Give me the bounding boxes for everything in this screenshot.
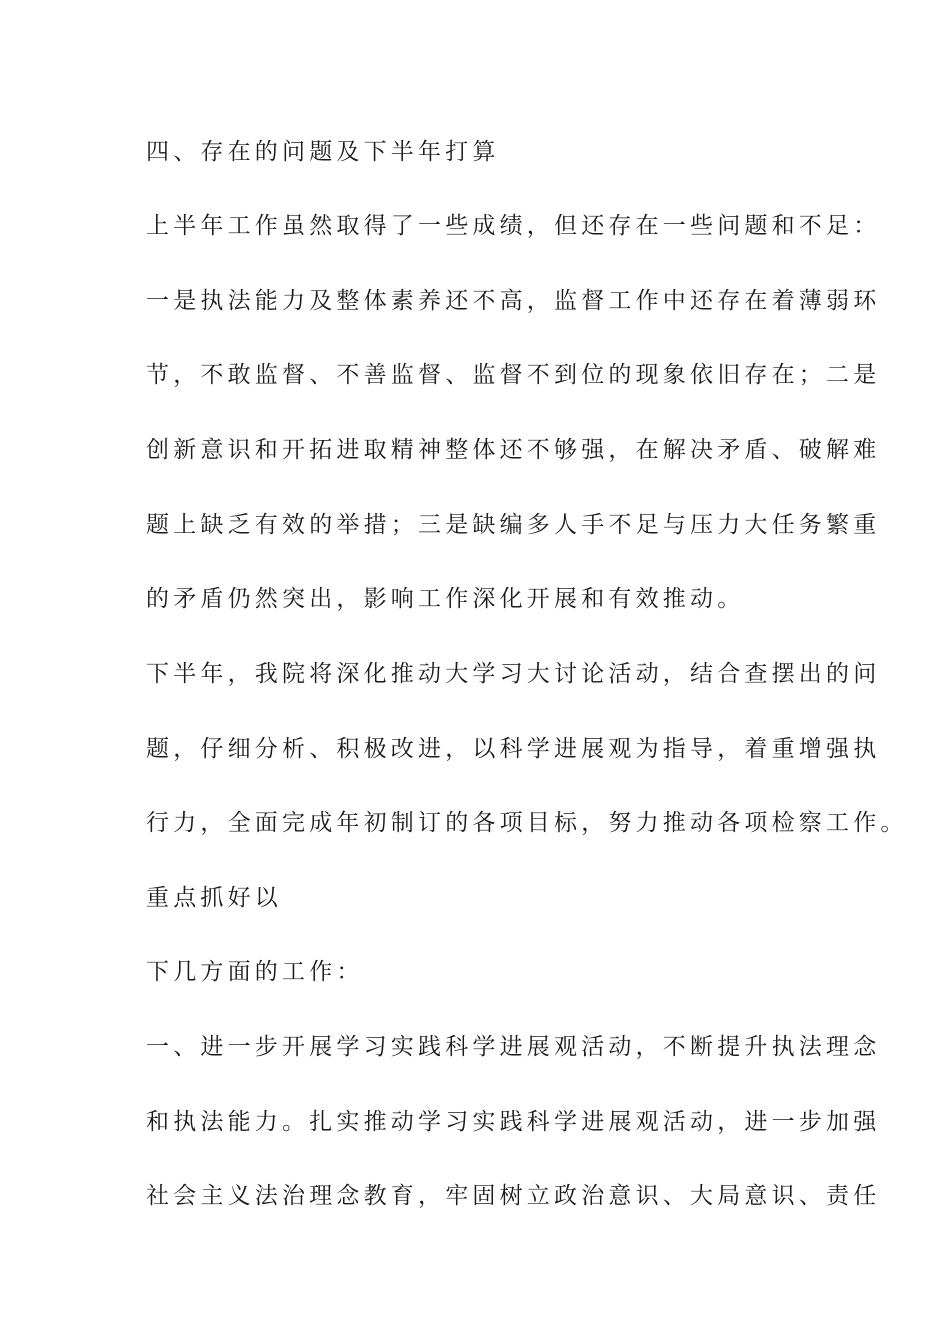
text-line: 和执法能力。扎实推动学习实践科学进展观活动，进一步加强 (146, 1109, 881, 1135)
text-line: 社会主义法治理念教育，牢固树立政治意识、大局意识、责任 (146, 1183, 881, 1209)
text-line: 创新意识和开拓进取精神整体还不够强，在解决矛盾、破解难 (146, 437, 881, 463)
text-line: 题上缺乏有效的举措；三是缺编多人手不足与压力大任务繁重 (146, 512, 881, 538)
text-line: 一、进一步开展学习实践科学进展观活动，不断提升执法理念 (146, 1034, 881, 1060)
section-heading: 四、存在的问题及下半年打算 (146, 139, 500, 165)
text-line: 下几方面的工作： (146, 959, 364, 985)
text-line: 节，不敢监督、不善监督、监督不到位的现象依旧存在；二是 (146, 362, 881, 388)
text-line: 重点抓好以 (146, 885, 282, 911)
text-line: 行力，全面完成年初制订的各项目标，努力推动各项检察工作。 (146, 810, 908, 836)
text-line: 上半年工作虽然取得了一些成绩，但还存在一些问题和不足： (146, 213, 881, 239)
text-line: 下半年，我院将深化推动大学习大讨论活动，结合查摆出的问 (146, 661, 881, 687)
text-line: 一是执法能力及整体素养还不高，监督工作中还存在着薄弱环 (146, 288, 881, 314)
text-line: 题，仔细分析、积极改进，以科学进展观为指导，着重增强执 (146, 736, 881, 762)
text-line: 的矛盾仍然突出，影响工作深化开展和有效推动。 (146, 586, 745, 612)
